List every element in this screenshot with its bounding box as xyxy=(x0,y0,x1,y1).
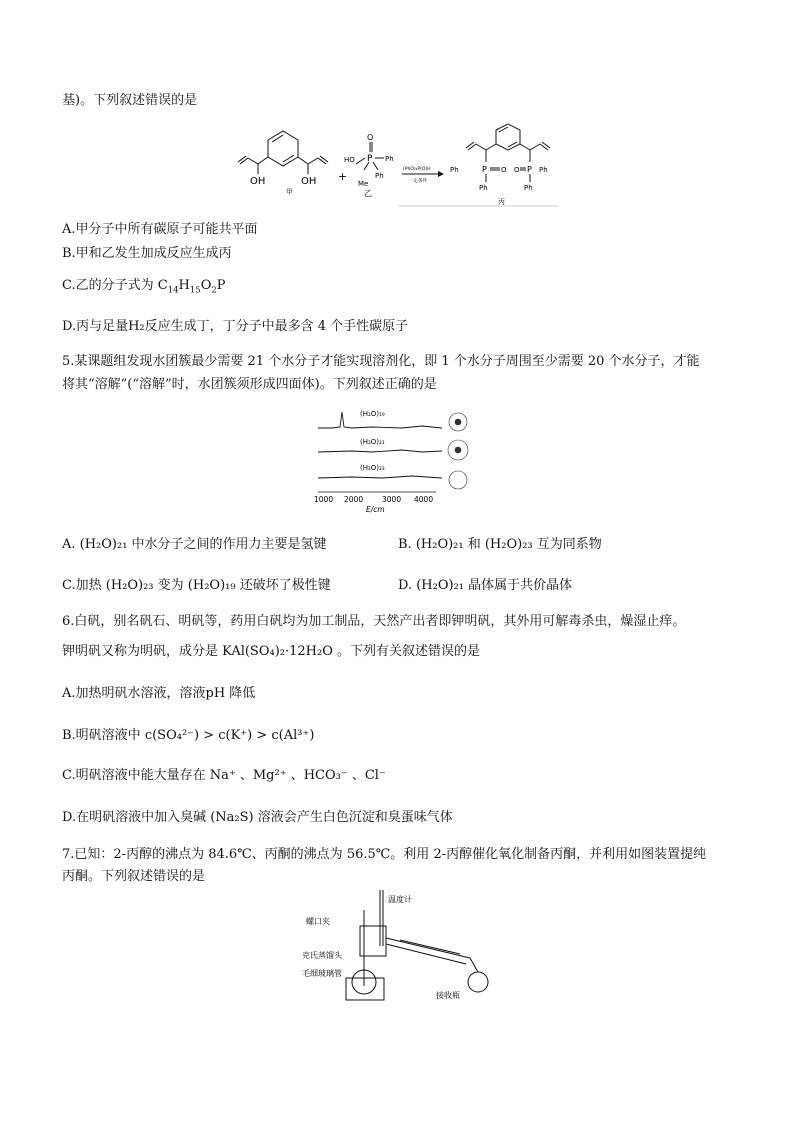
tick-3000: 3000 xyxy=(382,495,402,504)
label-jia: 甲 xyxy=(286,188,293,196)
q5-option-c: C.加热 (H₂O)₂₃ 变为 (H₂O)₁₉ 还破坏了极性键 xyxy=(62,578,331,593)
q7-stem-line2: 丙酮。下列叙述错误的是 xyxy=(62,869,206,884)
yi-ph-2: Ph xyxy=(375,172,384,180)
spectrum-label-21: (H₂O)₂₁ xyxy=(360,438,385,446)
q5-option-a: A. (H₂O)₂₁ 中水分子之间的作用力主要是氢键 xyxy=(62,537,327,552)
oh-label-1: OH xyxy=(250,176,266,187)
cluster-structures xyxy=(448,413,468,489)
q4-option-a: A.甲分子中所有碳原子可能共平面 xyxy=(62,222,258,237)
plus-sign: + xyxy=(338,170,348,183)
axis-label: E/cm xyxy=(366,505,385,514)
receiver-flask-icon xyxy=(468,972,488,992)
compound-bing xyxy=(466,124,550,182)
q5-option-d: D. (H₂O)₂₁ 晶体属于共价晶体 xyxy=(398,578,573,593)
arrow-condition: (PhO)₂P(O)H xyxy=(403,167,431,172)
oh-label-2: OH xyxy=(301,176,317,187)
spectrum-label-23: (H₂O)₂₃ xyxy=(360,464,385,472)
yi-ph-1: Ph xyxy=(385,155,394,163)
label-yi: 乙 xyxy=(364,189,372,198)
tick-2000: 2000 xyxy=(344,495,364,504)
q5-option-b: B. (H₂O)₂₁ 和 (H₂O)₂₃ 互为同系物 xyxy=(398,537,602,552)
tick-1000: 1000 xyxy=(314,495,334,504)
label-bing: 丙 xyxy=(498,198,505,206)
q4-option-b: B.甲和乙发生加成反应生成丙 xyxy=(62,246,232,261)
q6-stem-line2: 钾明矾又称为明矾，成分是 KAl(SO₄)₂·12H₂O 。下列有关叙述错误的是 xyxy=(62,644,481,659)
bing-ph-1: Ph xyxy=(450,166,459,174)
bing-p-2: P xyxy=(527,165,532,174)
label-capillary: 毛细玻璃管 xyxy=(302,969,342,978)
q5-stem-line2: 将其“溶解”(“溶解”时，水团簇须形成四面体)。下列叙述正确的是 xyxy=(62,377,437,392)
q4-stem-tail: 基)。下列叙述错误的是 xyxy=(62,93,198,108)
q5-stem-line1: 5.某课题组发现水团簇最少需要 21 个水分子才能实现溶剂化，即 1 个水分子周围至少需要 20 个水分子，才能 xyxy=(62,354,700,369)
tick-4000: 4000 xyxy=(414,495,434,504)
compound-jia xyxy=(238,131,328,174)
yi-me-label: Me xyxy=(358,180,369,188)
spectrum-h2o-23 xyxy=(318,476,442,478)
q6-option-b: B.明矾溶液中 c(SO₄²⁻) > c(K⁺) > c(Al³⁺) xyxy=(62,728,315,743)
spectrum-h2o-21 xyxy=(318,450,442,452)
bing-ph-2: Ph xyxy=(539,166,548,174)
q6-option-a: A.加热明矾水溶液，溶液pH 降低 xyxy=(62,686,256,701)
arrow-condition-2: 一定条件 xyxy=(409,179,427,184)
spectra-figure xyxy=(312,402,480,514)
q6-option-c: C.明矾溶液中能大量存在 Na⁺ 、Mg²⁺ 、HCO₃⁻ 、Cl⁻ xyxy=(62,768,386,783)
bing-o-1: O xyxy=(501,166,507,174)
q4-option-c-prefix: C.乙的分子式为 C xyxy=(62,278,168,293)
q7-stem-line1: 7.已知：2-丙醇的沸点为 84.6℃、丙酮的沸点为 56.5℃。利用 2-丙醇催化氧化制备丙酮，并利用如图装置提纯 xyxy=(62,847,707,862)
distillation-apparatus-figure xyxy=(300,886,500,1004)
yi-o-label: O xyxy=(367,133,374,142)
bing-p-1: P xyxy=(482,165,487,174)
label-clip: 螺口夹 xyxy=(306,917,330,926)
q4-option-d: D.丙与足量H₂反应生成丁，丁分子中最多含 4 个手性碳原子 xyxy=(62,319,409,334)
label-claisen: 克氏蒸馏头 xyxy=(302,951,342,960)
q6-stem-line1: 6.白矾，别名矾石、明矾等，药用白矾均为加工制品，天然产出者即钾明矾，其外用可解毒杀虫，燥湿止痒。 xyxy=(62,614,686,629)
bing-ph-3: Ph xyxy=(479,184,488,192)
yi-p-label: P xyxy=(367,154,373,164)
label-receiver: 接收瓶 xyxy=(436,991,460,1000)
arrow-head-icon xyxy=(438,171,444,177)
reaction-scheme-figure xyxy=(228,122,588,218)
q4-option-c: C.乙的分子式为 $C_{14}H_{15}O_2P$ xyxy=(62,278,226,296)
q6-option-d: D.在明矾溶液中加入臭碱 (Na₂S) 溶液会产生白色沉淀和臭蛋味气体 xyxy=(62,810,453,825)
spectrum-label-19: (H₂O)₁₉ xyxy=(360,410,385,418)
bing-ph-4: Ph xyxy=(524,184,533,192)
bing-o-2: O xyxy=(514,166,520,174)
yi-ho-label: HO xyxy=(344,156,355,164)
label-thermometer: 温度计 xyxy=(388,895,412,904)
